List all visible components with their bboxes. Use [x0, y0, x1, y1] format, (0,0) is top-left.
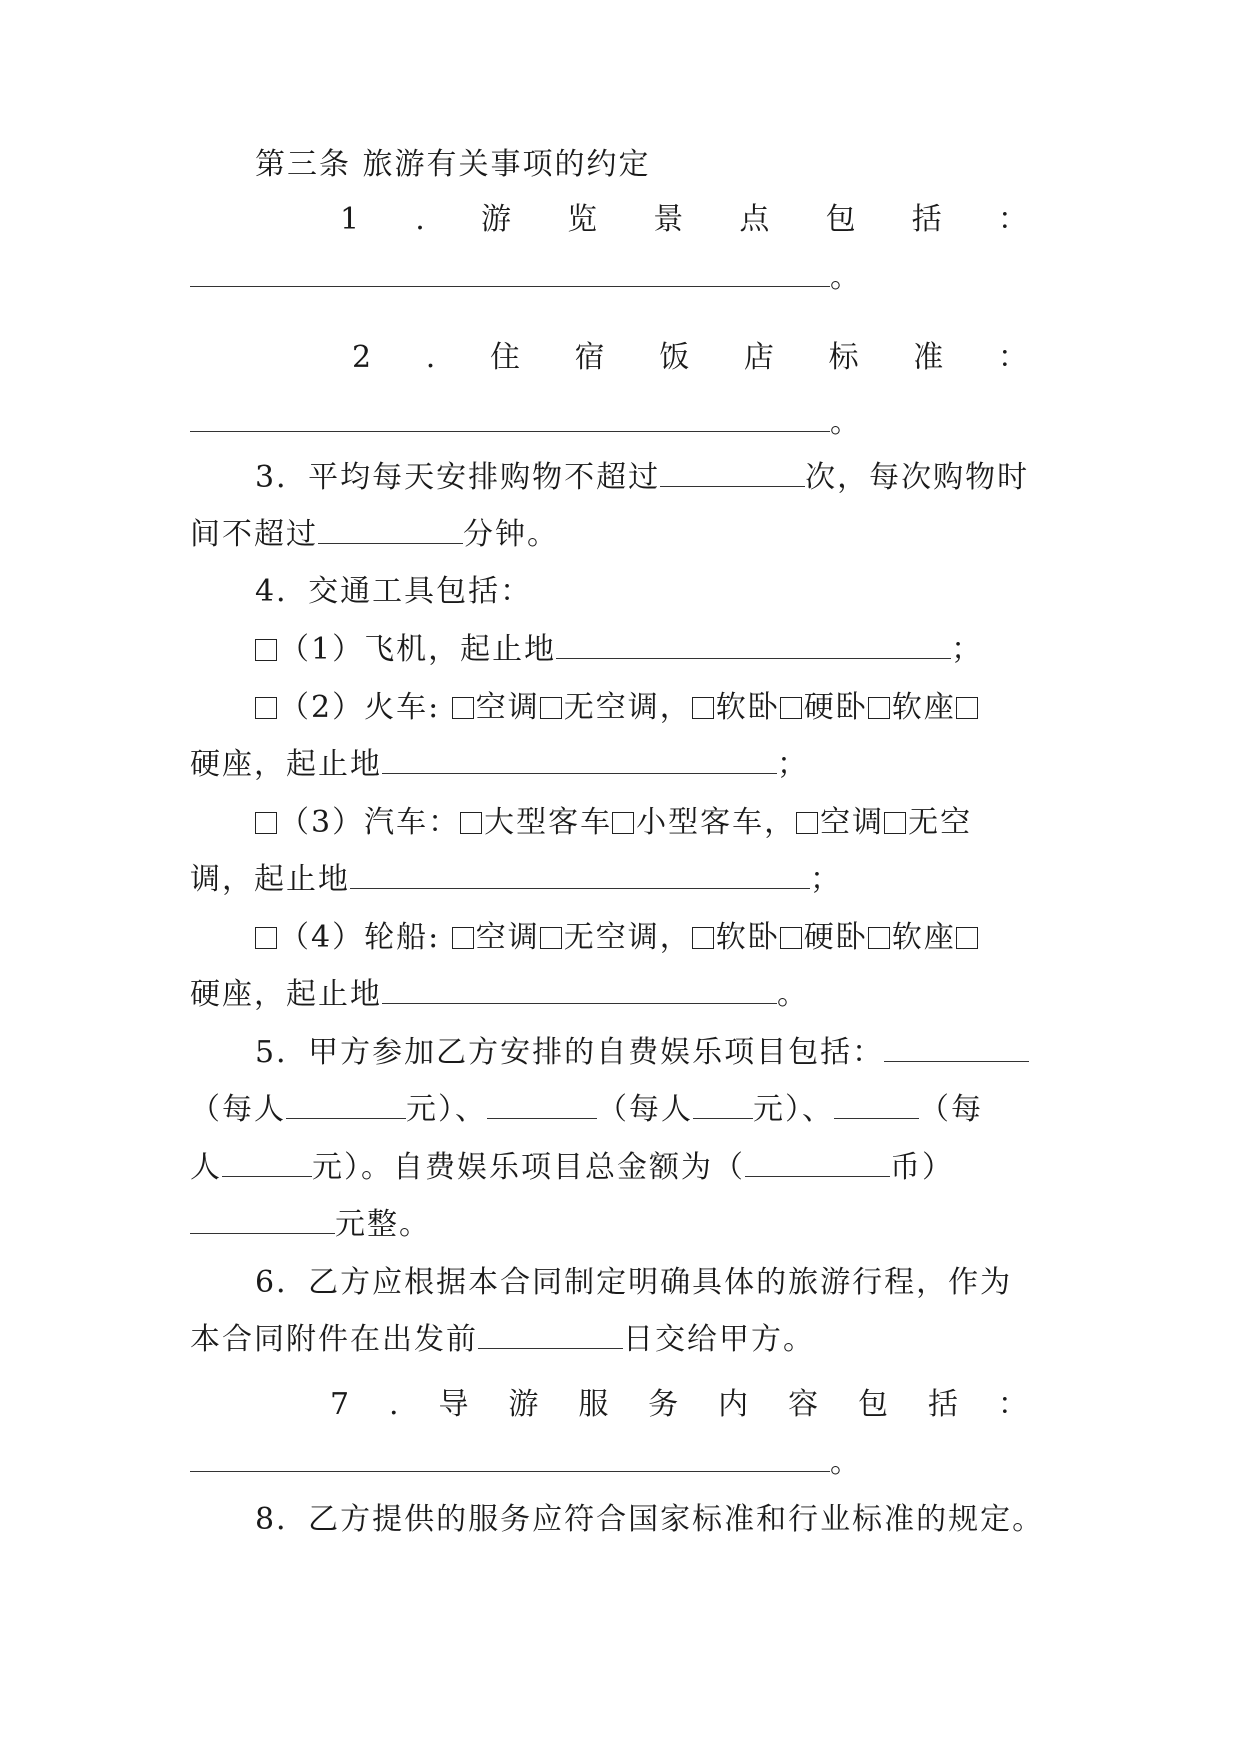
item-7-char: 服	[578, 1387, 611, 1422]
item-6-line-2	[190, 1320, 1050, 1360]
item-8-text: 8．乙方提供的服务应符合国家标准和行业标准的规定。	[255, 1502, 1045, 1537]
blank-field[interactable]	[745, 1150, 890, 1177]
checkbox[interactable]	[460, 812, 482, 834]
item-6-text: 日交给甲方。	[623, 1322, 815, 1357]
checkbox[interactable]	[780, 697, 802, 719]
item-4-train	[255, 688, 1050, 728]
item-5-text: 人	[190, 1150, 222, 1185]
item-5-text: （每人	[597, 1092, 693, 1127]
item-5-line-1	[255, 1033, 1050, 1073]
item-4-plane	[255, 630, 1050, 670]
item-5-text: 币）	[890, 1150, 954, 1185]
blank-field[interactable]	[834, 1092, 919, 1119]
blank-field[interactable]	[318, 517, 463, 544]
item-1-char: 点	[739, 202, 772, 237]
ship-option: 无空调，	[563, 920, 692, 955]
item-5-text: 元）。自费娱乐项目总金额为（	[312, 1150, 745, 1185]
checkbox[interactable]	[692, 697, 714, 719]
item-3-text: 间不超过	[190, 517, 318, 552]
item-1-fill-line	[190, 258, 1050, 298]
checkbox[interactable]	[780, 927, 802, 949]
blank-field[interactable]	[660, 460, 805, 487]
bus-label: （3）汽车：	[279, 805, 461, 840]
item-2-char: 住	[489, 340, 522, 375]
item-1-char: ：	[997, 202, 1030, 237]
bus-line2: 调，起止地	[190, 862, 350, 897]
item-2-char: 店	[743, 340, 776, 375]
blank-field[interactable]	[190, 1207, 335, 1234]
item-4-train-line-2	[190, 745, 1050, 785]
item-5-text: 5．甲方参加乙方安排的自费娱乐项目包括：	[255, 1035, 885, 1070]
ship-option: 软卧	[715, 920, 780, 955]
item-2-end: 。	[830, 405, 862, 440]
bus-option: 无空	[908, 805, 973, 840]
item-2-dot: .	[425, 340, 438, 375]
blank-field[interactable]	[190, 405, 830, 432]
blank-field[interactable]	[286, 1092, 406, 1119]
item-1-char: 括	[911, 202, 944, 237]
checkbox[interactable]	[255, 639, 277, 661]
item-7-char: 务	[648, 1387, 681, 1422]
bus-option: 空调	[820, 805, 885, 840]
item-7-line	[330, 1385, 1030, 1425]
item-7-char: 内	[718, 1387, 751, 1422]
blank-field[interactable]	[693, 1092, 753, 1119]
item-7-char: 导	[438, 1387, 471, 1422]
item-5-line-2	[190, 1090, 1050, 1130]
item-2-char: ：	[997, 340, 1030, 375]
plane-end: ；	[951, 632, 984, 667]
item-4-title-text: 4．交通工具包括：	[255, 574, 533, 609]
blank-field[interactable]	[382, 977, 777, 1004]
blank-field[interactable]	[487, 1092, 597, 1119]
blank-field[interactable]	[222, 1150, 312, 1177]
item-2-number: 2	[352, 340, 374, 375]
train-option: 空调	[475, 690, 540, 725]
checkbox[interactable]	[255, 697, 277, 719]
item-1-end: 。	[830, 260, 862, 295]
item-5-text: 元）、	[753, 1092, 834, 1127]
plane-label: （1）飞机，起止地	[279, 632, 557, 667]
item-3-text: 分钟。	[463, 517, 559, 552]
item-3-line-2	[190, 515, 1050, 555]
bus-option: 小型客车，	[636, 805, 797, 840]
item-8-line	[255, 1500, 1050, 1540]
blank-field[interactable]	[350, 862, 810, 889]
blank-field[interactable]	[190, 260, 830, 287]
item-2-char: 标	[828, 340, 861, 375]
checkbox[interactable]	[796, 812, 818, 834]
item-2-char: 饭	[659, 340, 692, 375]
ship-option: 硬卧	[803, 920, 868, 955]
item-2-fill-line	[190, 403, 1050, 443]
train-end: ；	[777, 747, 809, 782]
item-3-line-1	[255, 458, 1050, 498]
blank-field[interactable]	[190, 1445, 830, 1472]
item-7-char: ：	[997, 1387, 1030, 1422]
checkbox[interactable]	[255, 927, 277, 949]
train-option: 硬卧	[803, 690, 868, 725]
train-label: （2）火车:	[279, 690, 441, 725]
item-7-number: 7	[330, 1387, 352, 1422]
item-1-char: 包	[825, 202, 858, 237]
item-5-line-4	[190, 1205, 1050, 1245]
item-6-text: 本合同附件在出发前	[190, 1322, 478, 1357]
item-7-end: 。	[830, 1445, 862, 1480]
train-line2: 硬座，起止地	[190, 747, 382, 782]
ship-option: 空调	[475, 920, 540, 955]
item-4-ship	[255, 918, 1050, 958]
checkbox[interactable]	[884, 812, 906, 834]
item-1-char: 游	[480, 202, 513, 237]
item-5-text: （每人	[190, 1092, 286, 1127]
checkbox[interactable]	[255, 812, 277, 834]
item-3-text: 次，每次购物时	[805, 460, 1030, 495]
checkbox[interactable]	[956, 697, 978, 719]
checkbox[interactable]	[956, 927, 978, 949]
item-5-text: 元整。	[335, 1207, 431, 1242]
blank-field[interactable]	[382, 747, 777, 774]
ship-end: 。	[777, 977, 809, 1012]
checkbox[interactable]	[692, 927, 714, 949]
checkbox[interactable]	[540, 697, 562, 719]
item-1-char: 景	[653, 202, 686, 237]
section-heading: 第三条 旅游有关事项的约定	[255, 147, 651, 182]
item-4-bus	[255, 803, 1050, 843]
item-6-text: 6．乙方应根据本合同制定明确具体的旅游行程，作为	[255, 1265, 1013, 1300]
item-2-char: 准	[913, 340, 946, 375]
train-option: 软座	[891, 690, 956, 725]
item-5-text: （每	[919, 1092, 983, 1127]
item-6-line-1	[255, 1263, 1050, 1303]
checkbox[interactable]	[540, 927, 562, 949]
blank-field[interactable]	[884, 1035, 1029, 1062]
item-4-title	[255, 572, 1050, 612]
bus-option: 大型客车	[484, 805, 613, 840]
item-1-dot: .	[415, 202, 427, 237]
item-5-line-3	[190, 1148, 1050, 1188]
item-3-text: 3．平均每天安排购物不超过	[255, 460, 661, 495]
ship-line2: 硬座，起止地	[190, 977, 382, 1012]
ship-option: 软座	[891, 920, 956, 955]
item-7-char: 游	[508, 1387, 541, 1422]
item-4-ship-line-2	[190, 975, 1050, 1015]
item-7-char: 括	[927, 1387, 960, 1422]
item-1-char: 览	[567, 202, 600, 237]
train-option: 无空调，	[563, 690, 692, 725]
blank-field[interactable]	[556, 632, 951, 659]
item-1-line	[340, 200, 1030, 240]
item-7-char: 容	[788, 1387, 821, 1422]
item-5-text: 元）、	[406, 1092, 487, 1127]
item-4-bus-line-2	[190, 860, 1050, 900]
ship-label: （4）轮船:	[279, 920, 441, 955]
blank-field[interactable]	[478, 1322, 623, 1349]
item-2-line	[352, 338, 1030, 378]
checkbox[interactable]	[452, 927, 474, 949]
checkbox[interactable]	[452, 697, 474, 719]
item-7-dot: .	[389, 1387, 401, 1422]
bus-end: ；	[810, 862, 842, 897]
item-2-char: 宿	[574, 340, 607, 375]
checkbox[interactable]	[612, 812, 634, 834]
item-7-char: 包	[858, 1387, 891, 1422]
checkbox[interactable]	[868, 927, 890, 949]
item-7-fill-line	[190, 1443, 1050, 1483]
item-1-number: 1	[340, 202, 362, 237]
checkbox[interactable]	[868, 697, 890, 719]
train-option: 软卧	[715, 690, 780, 725]
